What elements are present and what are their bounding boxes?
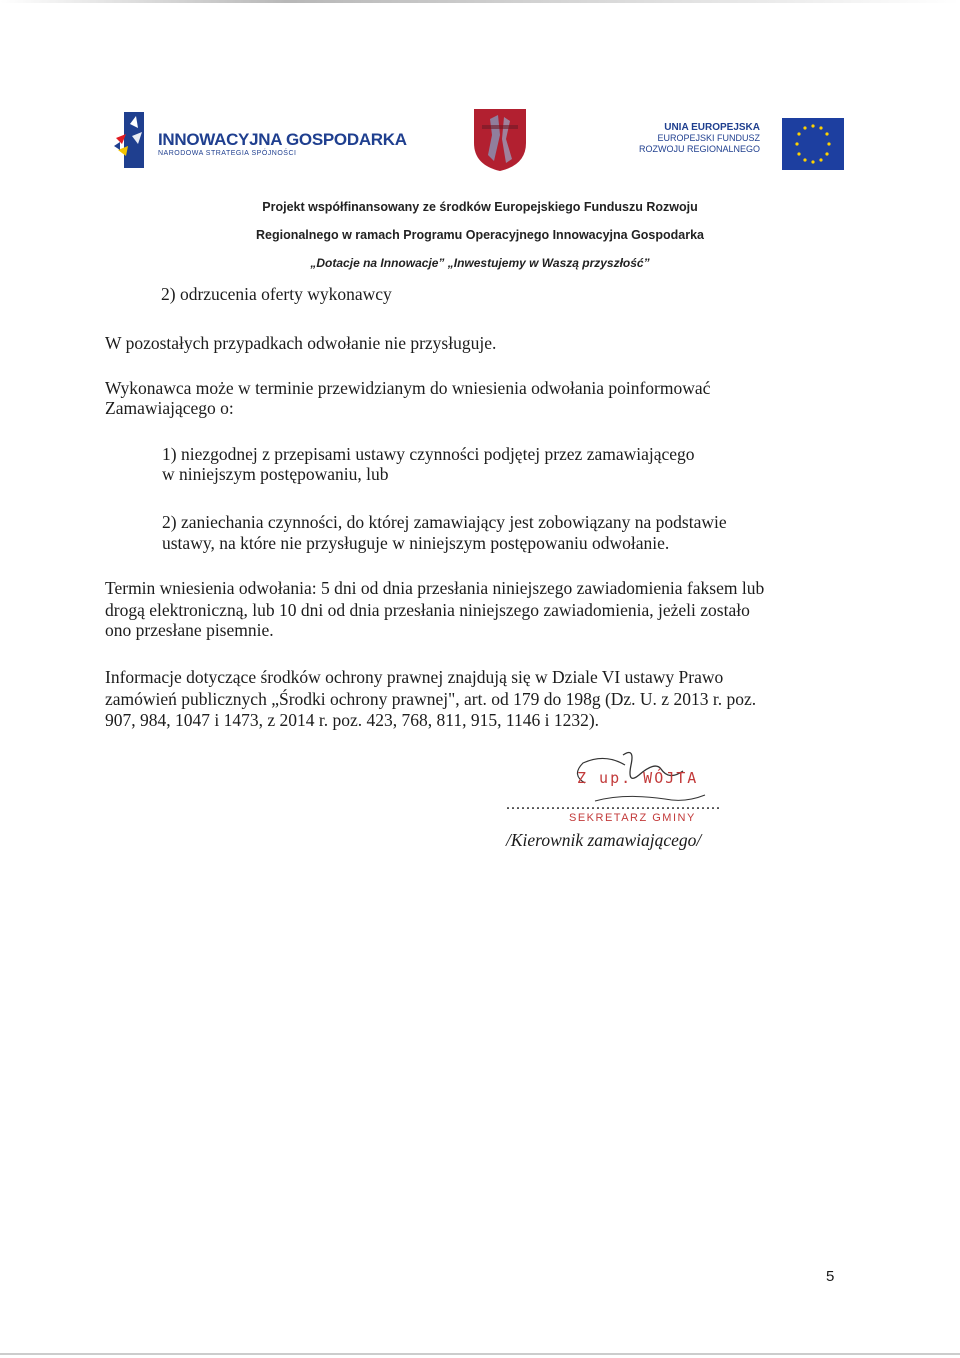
eu-logo-block — [600, 118, 850, 170]
innovation-star-icon — [112, 110, 152, 170]
logo-subtitle: NARODOWA STRATEGIA SPÓJNOŚCI — [158, 150, 297, 157]
paragraph-info-line-3: 907, 984, 1047 i 1473, z 2014 r. poz. 423, 768, 811, 915, 1146 i 1232). — [105, 710, 600, 730]
paragraph-info-line-1: Informacje dotyczące środków ochrony prawnej znajdują się w Dziale VI ustawy Prawo — [105, 667, 724, 687]
municipal-crest-icon — [470, 105, 530, 173]
list-item-1-line-2: w niniejszym postępowaniu, lub — [162, 464, 389, 484]
stamp-text: Z up. WÓJTA — [577, 769, 699, 787]
signature-dotted-line: ........................................... — [506, 796, 721, 813]
paragraph-contractor-line-1: Wykonawca może w terminie przewidzianym do wniesienia odwołania poinformować — [105, 378, 711, 398]
logo-title: INNOWACYJNA GOSPODARKA — [158, 130, 407, 149]
paragraph-deadline-line-2: drogą elektroniczną, lub 10 dni od dnia przesłania niniejszego zawiadomienia, jeżeli zostało — [105, 600, 750, 620]
paragraph-no-appeal: W pozostałych przypadkach odwołanie nie przysługuje. — [105, 333, 497, 353]
eu-flag-icon — [782, 118, 844, 170]
list-item-rejection: 2) odrzucenia oferty wykonawcy — [161, 284, 392, 304]
eu-line-1: UNIA EUROPEJSKA — [664, 122, 760, 133]
project-line-3: „Dotacje na Innowacje” „Inwestujemy w Waszą przyszłość” — [310, 256, 650, 270]
project-line-1: Projekt współfinansowany ze środków Europejskiego Funduszu Rozwoju — [262, 200, 698, 214]
paragraph-deadline-line-1: Termin wniesienia odwołania: 5 dni od dnia przesłania niniejszego zawiadomienia faksem lub — [105, 578, 765, 598]
project-line-2: Regionalnego w ramach Programu Operacyjnego Innowacyjna Gospodarka — [255, 228, 705, 242]
innowacyjna-gospodarka-logo — [112, 110, 432, 170]
stamp-subtitle: SEKRETARZ GMINY — [569, 812, 696, 824]
eu-line-3: ROZWOJU REGIONALNEGO — [638, 144, 760, 154]
page-number: 5 — [826, 1268, 835, 1285]
list-item-1-line-1: 1) niezgodnej z przepisami ustawy czynności podjętej przez zamawiającego — [162, 444, 695, 464]
paragraph-deadline-line-3: ono przesłane pisemnie. — [105, 620, 274, 640]
scan-top-edge — [0, 0, 960, 3]
scan-bottom-edge — [0, 1353, 960, 1355]
paragraph-info-line-2: zamówień publicznych „Środki ochrony prawnej", art. od 179 do 198g (Dz. U. z 2013 r. poz. — [105, 689, 757, 709]
list-item-2-line-2: ustawy, na które nie przysługuje w niniejszym postępowaniu odwołanie. — [162, 533, 670, 553]
eu-text — [639, 122, 760, 155]
signer-role: /Kierownik zamawiającego/ — [506, 830, 702, 850]
eu-line-2: EUROPEJSKI FUNDUSZ — [657, 133, 760, 143]
list-item-2-line-1: 2) zaniechania czynności, do której zamawiający jest zobowiązany na podstawie — [162, 512, 727, 532]
paragraph-contractor-line-2: Zamawiającego o: — [105, 398, 234, 418]
